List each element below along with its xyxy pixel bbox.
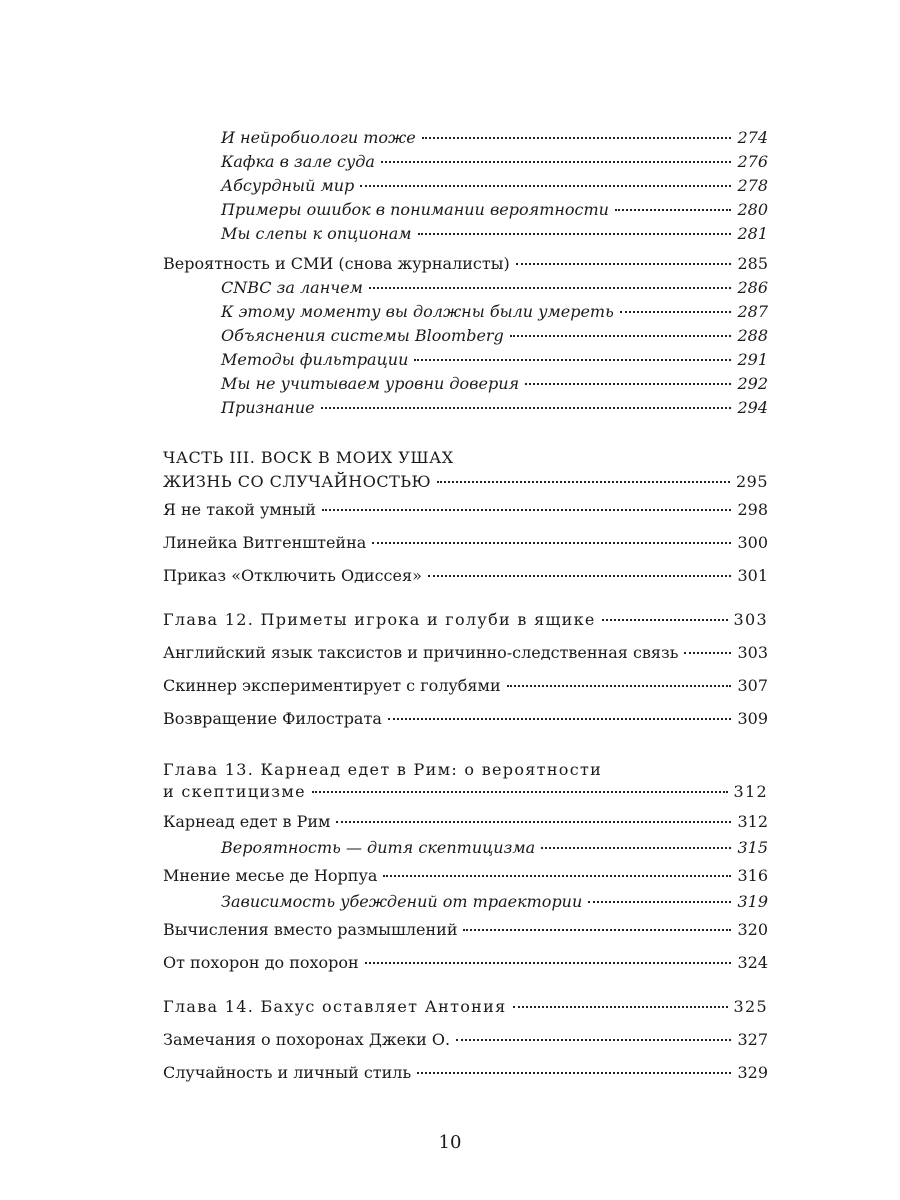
toc-entry xyxy=(163,398,768,422)
dot-leader xyxy=(541,847,731,849)
dot-leader xyxy=(360,185,731,187)
entry-page: 285 xyxy=(737,254,768,273)
entry-page: 325 xyxy=(733,997,768,1016)
entry-title: Примеры ошибок в понимании вероятности xyxy=(221,200,609,219)
toc-entry xyxy=(163,152,768,176)
dot-leader xyxy=(369,287,732,289)
dot-leader xyxy=(312,791,728,793)
chapter-heading-line: Глава 13. Карнеад едет в Рим: о вероятности xyxy=(163,760,603,779)
entry-page: 295 xyxy=(735,472,768,491)
dot-leader xyxy=(383,875,731,877)
entry-title: Абсурдный мир xyxy=(221,176,355,195)
entry-title: К этому моменту вы должны были умереть xyxy=(221,302,614,321)
entry-title: И нейробиологи тоже xyxy=(221,128,416,147)
toc-entry xyxy=(163,566,768,599)
entry-page: 320 xyxy=(737,920,768,939)
part-heading-line: ЧАСТЬ III. ВОСК В МОИХ УШАХ xyxy=(163,448,454,467)
dot-leader xyxy=(428,575,732,577)
dot-leader xyxy=(507,685,732,687)
entry-title: ЖИЗНЬ СО СЛУЧАЙНОСТЬЮ xyxy=(163,472,432,491)
entry-title: Приказ «Отключить Одиссея» xyxy=(163,566,422,585)
dot-leader xyxy=(510,335,732,337)
toc-entry xyxy=(163,643,768,676)
entry-page: 280 xyxy=(737,200,768,219)
toc-entry xyxy=(163,709,768,742)
table-of-contents xyxy=(163,128,768,1096)
entry-page: 274 xyxy=(737,128,768,147)
toc-entry xyxy=(163,920,768,953)
toc-entry xyxy=(163,326,768,350)
entry-title: Замечания о похоронах Джеки О. xyxy=(163,1030,451,1049)
entry-page: 288 xyxy=(737,326,768,345)
entry-title: Признание xyxy=(221,398,315,417)
entry-page: 319 xyxy=(737,892,768,911)
entry-page: 294 xyxy=(737,398,768,417)
dot-leader xyxy=(414,359,731,361)
dot-leader xyxy=(615,209,731,211)
dot-leader xyxy=(463,929,731,931)
entry-page: 286 xyxy=(737,278,768,297)
toc-entry xyxy=(163,1030,768,1063)
toc-entry xyxy=(163,128,768,152)
entry-page: 300 xyxy=(737,533,768,552)
entry-page: 281 xyxy=(737,224,768,243)
dot-leader xyxy=(418,233,732,235)
toc-entry xyxy=(163,200,768,224)
entry-page: 312 xyxy=(737,812,768,831)
dot-leader xyxy=(437,481,730,483)
entry-title: От похорон до похорон xyxy=(163,953,359,972)
entry-title: и скептицизме xyxy=(163,782,306,801)
toc-entry xyxy=(163,533,768,566)
entry-page: 327 xyxy=(737,1030,768,1049)
entry-title: Глава 14. Бахус оставляет Антония xyxy=(163,997,507,1016)
dot-leader xyxy=(620,311,732,313)
entry-title: Мнение месье де Норпуа xyxy=(163,866,378,885)
toc-entry xyxy=(163,838,768,866)
entry-page: 298 xyxy=(737,500,768,519)
toc-entry xyxy=(163,676,768,709)
entry-title: Вероятность — дитя скептицизма xyxy=(221,838,536,857)
toc-entry xyxy=(163,224,768,248)
dot-leader xyxy=(321,407,732,409)
entry-page: 307 xyxy=(737,676,768,695)
toc-entry xyxy=(163,892,768,920)
entry-title: Скиннер экспериментирует с голубями xyxy=(163,676,501,695)
dot-leader xyxy=(516,263,732,265)
dot-leader xyxy=(456,1039,731,1041)
entry-title: Возвращение Филострата xyxy=(163,709,382,728)
toc-entry xyxy=(163,812,768,838)
entry-title: Линейка Витгенштейна xyxy=(163,533,367,552)
entry-page: 287 xyxy=(737,302,768,321)
entry-page: 292 xyxy=(737,374,768,393)
toc-entry xyxy=(163,278,768,302)
dot-leader xyxy=(381,161,732,163)
entry-title: Методы фильтрации xyxy=(221,350,409,369)
entry-title: Английский язык таксистов и причинно-следственная связь xyxy=(163,643,679,662)
dot-leader xyxy=(365,962,732,964)
entry-title: CNBC за ланчем xyxy=(221,278,363,297)
entry-title: Зависимость убеждений от траектории xyxy=(221,892,583,911)
entry-title: Мы слепы к опционам xyxy=(221,224,412,243)
toc-entry xyxy=(163,997,768,1030)
dot-leader xyxy=(422,137,732,139)
toc-entry xyxy=(163,500,768,533)
entry-page: 312 xyxy=(733,782,768,801)
entry-page: 309 xyxy=(737,709,768,728)
dot-leader xyxy=(513,1006,728,1008)
dot-leader xyxy=(322,509,732,511)
entry-title: Мы не учитываем уровни доверия xyxy=(221,374,520,393)
dot-leader xyxy=(602,619,728,621)
dot-leader xyxy=(417,1072,731,1074)
dot-leader xyxy=(372,542,731,544)
toc-entry xyxy=(163,866,768,892)
entry-page: 303 xyxy=(733,610,768,629)
entry-page: 329 xyxy=(737,1063,768,1082)
dot-leader xyxy=(525,383,731,385)
entry-title: Глава 12. Приметы игрока и голуби в ящике xyxy=(163,610,596,629)
entry-title: Кафка в зале суда xyxy=(221,152,375,171)
entry-page: 278 xyxy=(737,176,768,195)
entry-title: Объяснения системы Bloomberg xyxy=(221,326,504,345)
entry-page: 276 xyxy=(737,152,768,171)
entry-title: Случайность и личный стиль xyxy=(163,1063,412,1082)
entry-page: 303 xyxy=(737,643,768,662)
entry-page: 301 xyxy=(737,566,768,585)
page-number: 10 xyxy=(438,1132,462,1153)
entry-page: 316 xyxy=(737,866,768,885)
entry-page: 324 xyxy=(737,953,768,972)
toc-entry xyxy=(163,1063,768,1096)
toc-entry xyxy=(163,953,768,986)
toc-entry xyxy=(163,302,768,326)
dot-leader xyxy=(336,821,731,823)
entry-page: 315 xyxy=(737,838,768,857)
toc-entry xyxy=(163,782,768,812)
dot-leader xyxy=(388,718,732,720)
toc-entry xyxy=(163,254,768,278)
dot-leader xyxy=(588,901,731,903)
entry-title: Вычисления вместо размышлений xyxy=(163,920,458,939)
toc-entry xyxy=(163,176,768,200)
entry-page: 291 xyxy=(737,350,768,369)
entry-title: Я не такой умный xyxy=(163,500,316,519)
toc-entry xyxy=(163,470,768,494)
toc-entry xyxy=(163,374,768,398)
dot-leader xyxy=(684,652,731,654)
entry-title: Карнеад едет в Рим xyxy=(163,812,331,831)
entry-title: Вероятность и СМИ (снова журналисты) xyxy=(163,254,510,273)
toc-entry xyxy=(163,350,768,374)
toc-entry xyxy=(163,610,768,643)
